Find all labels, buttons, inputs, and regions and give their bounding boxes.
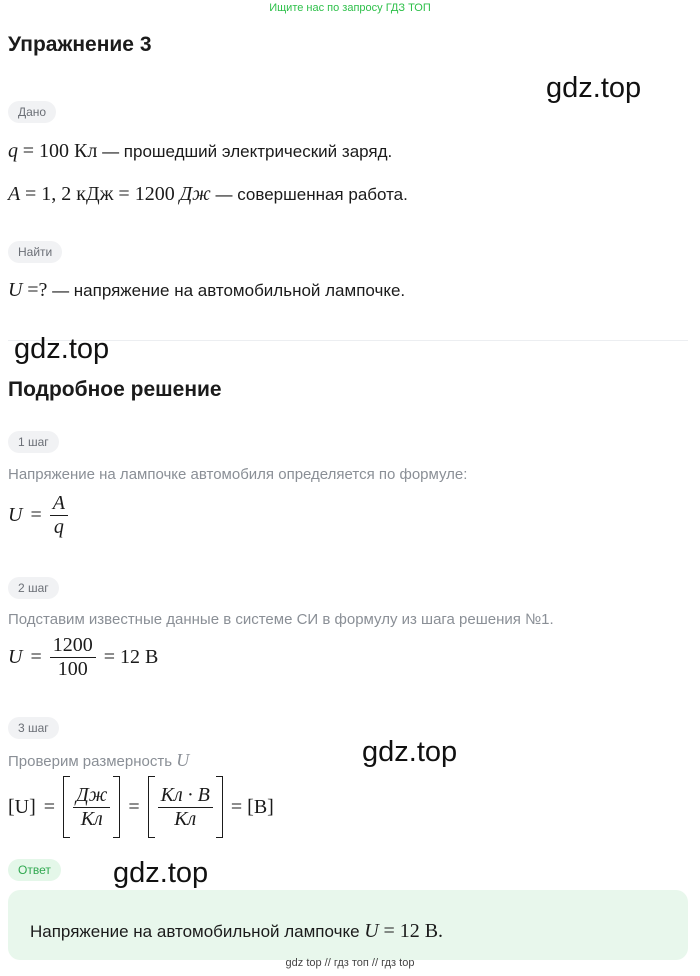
step3-formula: [U] = $\frac{Дж}{Кл}$ = $\frac{Кл \cdot В}{Кл}$ = [В]: [8, 776, 274, 838]
answer-label: Ответ: [8, 859, 61, 881]
top-search-link[interactable]: Ищите нас по запросу ГДЗ ТОП: [269, 2, 431, 14]
footer-links[interactable]: gdz top // гдз топ // гдз top: [285, 957, 415, 969]
watermark: gdz.top: [362, 736, 458, 768]
step1-formula: U = $\frac{A}{q}$: [8, 492, 68, 539]
given-label: Дано: [8, 101, 56, 123]
given-work: A = 1, 2 кДж = 1200 Дж — совершенная работа.: [8, 183, 408, 205]
step3-text: Проверим размерность U: [8, 750, 190, 770]
step1-label: 1 шаг: [8, 431, 59, 453]
watermark: gdz.top: [113, 857, 209, 889]
step2-text: Подставим известные данные в системе СИ в формулу из шага решения №1.: [8, 611, 554, 628]
find-label: Найти: [8, 241, 62, 263]
solution-title: Подробное решение: [8, 378, 222, 401]
watermark: gdz.top: [14, 333, 110, 365]
watermark: gdz.top: [546, 72, 642, 104]
step2-label: 2 шаг: [8, 577, 59, 599]
find-voltage: U =? — напряжение на автомобильной лампочке.: [8, 279, 406, 301]
step1-text: Напряжение на лампочке автомобиля определяется по формуле:: [8, 466, 468, 483]
step3-label: 3 шаг: [8, 717, 59, 739]
exercise-title: Упражнение 3: [8, 33, 152, 56]
section-divider: [8, 340, 688, 341]
answer-text: Напряжение на автомобильной лампочке U = 12 В.: [30, 920, 444, 942]
given-charge: q = 100 Кл — прошедший электрический заряд.: [8, 140, 393, 162]
step2-formula: U = $\frac{1200}{100}$ = 12 В: [8, 634, 159, 680]
